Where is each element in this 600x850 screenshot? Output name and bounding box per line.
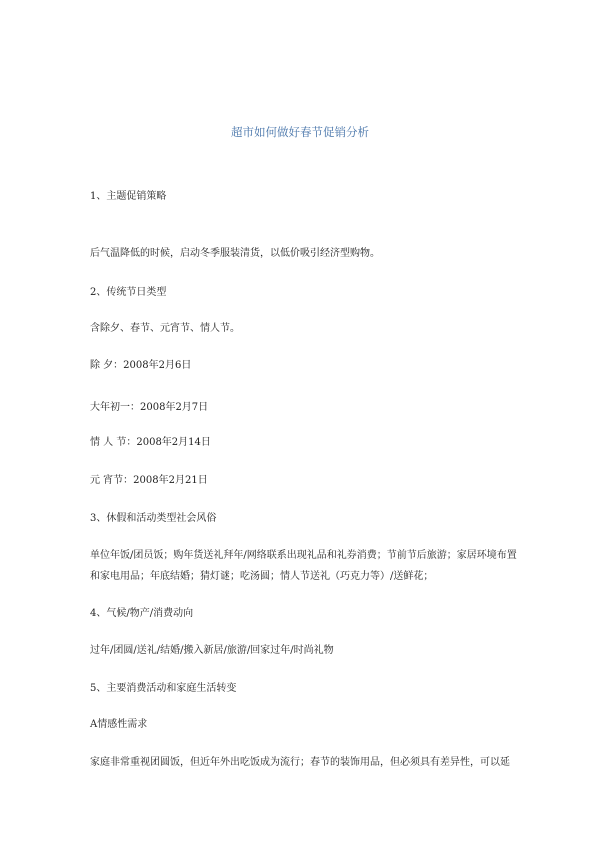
date-chuyi: 大年初一：2008年2月7日 bbox=[90, 402, 209, 413]
date-chuxi: 除 夕：2008年2月6日 bbox=[90, 360, 192, 371]
paragraph-3: 单位年饭/团员饭；购年货送礼拜年/网络联系出现礼品和礼券消费；节前节后旅游；家居环境布置和家电用品；年底结婚；猜灯谜；吃汤圆；情人节送礼（巧克力等）/送鲜花； bbox=[90, 550, 517, 582]
document-title: 超市如何做好春节促销分析 bbox=[231, 125, 369, 139]
heading-1: 1、主题促销策略 bbox=[90, 191, 167, 202]
heading-5: 5、主要消费活动和家庭生活转变 bbox=[90, 683, 237, 694]
paragraph-2: 含除夕、春节、元宵节、情人节。 bbox=[90, 323, 240, 334]
paragraph-1: 后气温降低的时候，启动冬季服装清货，以低价吸引经济型购物。 bbox=[90, 248, 380, 259]
paragraph-4: 过年/团圆/送礼/结婚/搬入新居/旅游/回家过年/时尚礼物 bbox=[90, 645, 334, 656]
heading-2: 2、传统节日类型 bbox=[90, 287, 167, 298]
heading-4: 4、气候/物产/消费动向 bbox=[90, 608, 194, 619]
subheading-a: A情感性需求 bbox=[90, 719, 148, 730]
heading-3: 3、休假和活动类型社会风俗 bbox=[90, 513, 217, 524]
paragraph-5: 家庭非常重视团圆饭，但近年外出吃饭成为流行；春节的装饰用品，但必须具有差异性，可以延 bbox=[90, 757, 510, 768]
date-valentine: 情 人 节：2008年2月14日 bbox=[90, 437, 211, 448]
date-lantern: 元 宵节：2008年2月21日 bbox=[90, 475, 208, 486]
